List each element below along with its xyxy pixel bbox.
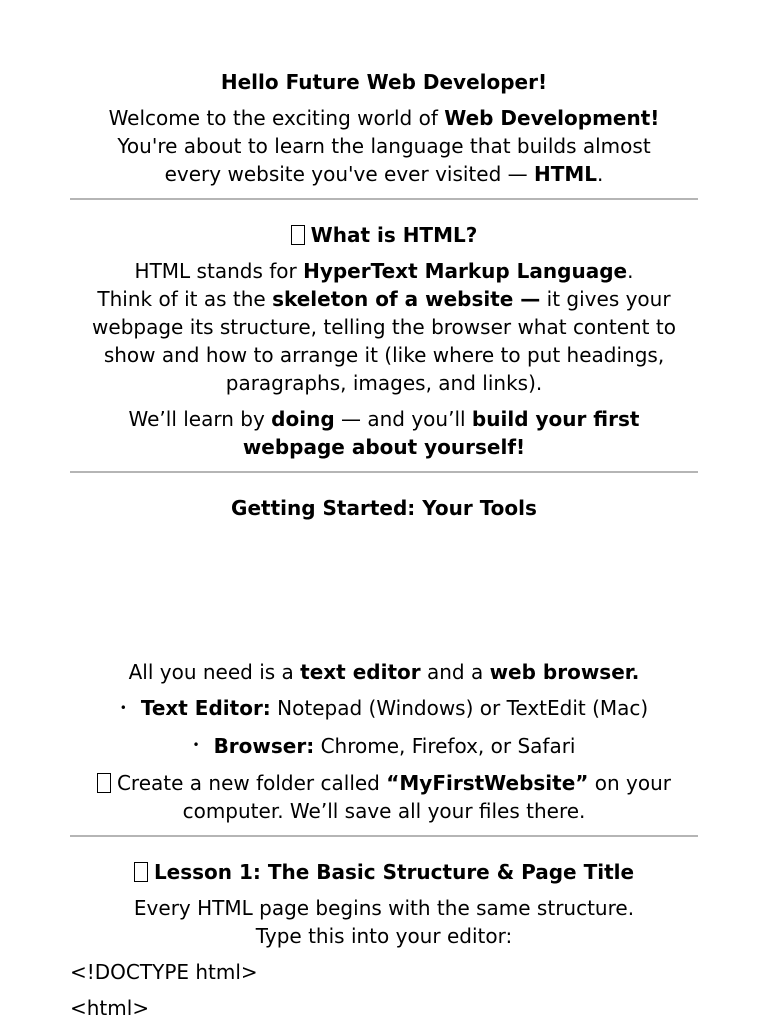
list-item [70, 694, 698, 724]
unrendered-emoji-icon [97, 773, 111, 793]
folder-paragraph [70, 769, 698, 825]
tools-bold-web-browser: web browser. [489, 660, 640, 684]
skeleton-line2: webpage its structure, telling the browser what content to [92, 315, 676, 339]
intro-period: . [597, 162, 604, 186]
folder-line2: computer. We’ll save all your files there. [182, 799, 586, 823]
folder-text: Create a new folder called [116, 771, 387, 795]
tool-value: Notepad (Windows) or TextEdit (Mac) [270, 696, 649, 720]
bullet-icon: • [192, 738, 200, 752]
code-line-doctype: <!DOCTYPE html> [70, 960, 258, 984]
learn-text: We’ll learn by [128, 407, 272, 431]
intro-text-line3: every website you've ever visited — [164, 162, 534, 186]
learn-bold-webpage: webpage about yourself! [242, 435, 526, 459]
unrendered-emoji-icon [291, 225, 305, 245]
divider [70, 198, 698, 200]
folder-bold-name: “MyFirstWebsite” [386, 771, 589, 795]
html-definition-paragraph [70, 257, 698, 397]
tools-heading: Getting Started: Your Tools [231, 496, 537, 520]
tools-bold-text-editor: text editor [300, 660, 421, 684]
lesson1-line2: Type this into your editor: [255, 924, 513, 948]
list-item [70, 732, 698, 762]
learn-bold-doing: doing [271, 407, 335, 431]
learn-bold-build: build your first [471, 407, 640, 431]
skeleton-line4: paragraphs, images, and links). [225, 371, 543, 395]
tools-intro-mid: and a [420, 660, 490, 684]
skeleton-text: Think of it as the [97, 287, 273, 311]
tools-intro-paragraph [70, 658, 698, 686]
intro-paragraph [70, 104, 698, 188]
lesson1-line1: Every HTML page begins with the same structure. [133, 896, 635, 920]
tool-label: Text Editor: [140, 696, 271, 720]
intro-bold-web-development: Web Development! [444, 106, 660, 130]
skeleton-line3: show and how to arrange it (like where to put headings, [103, 343, 665, 367]
skeleton-text-post: it gives your [540, 287, 671, 311]
unrendered-emoji-icon [134, 862, 148, 882]
definition-text: HTML stands for [134, 259, 304, 283]
divider [70, 471, 698, 473]
definition-period: . [627, 259, 634, 283]
lesson1-paragraph [70, 894, 698, 950]
folder-text-post: on your [588, 771, 672, 795]
definition-bold: HyperText Markup Language [303, 259, 628, 283]
document-content [70, 68, 698, 1022]
intro-heading: Hello Future Web Developer! [220, 70, 548, 94]
intro-text: Welcome to the exciting world of [108, 106, 445, 130]
what-is-html-heading [70, 221, 698, 249]
intro-bold-html: HTML [534, 162, 598, 186]
divider [70, 835, 698, 837]
tool-value: Chrome, Firefox, or Safari [314, 733, 576, 758]
code-line-html: <html> [70, 996, 150, 1020]
lesson1-heading [70, 858, 698, 886]
lesson1-heading-text: Lesson 1: The Basic Structure & Page Title [153, 860, 635, 884]
tool-label: Browser: [213, 733, 315, 758]
skeleton-bold: skeleton of a website — [272, 287, 541, 311]
learn-by-doing-paragraph [70, 405, 698, 461]
learn-text-mid: — and you’ll [334, 407, 472, 431]
tools-intro-text: All you need is a [128, 660, 301, 684]
what-is-html-heading-text: What is HTML? [310, 223, 478, 247]
bullet-icon: • [119, 700, 127, 715]
intro-text-line2: You're about to learn the language that builds almost [117, 134, 651, 158]
